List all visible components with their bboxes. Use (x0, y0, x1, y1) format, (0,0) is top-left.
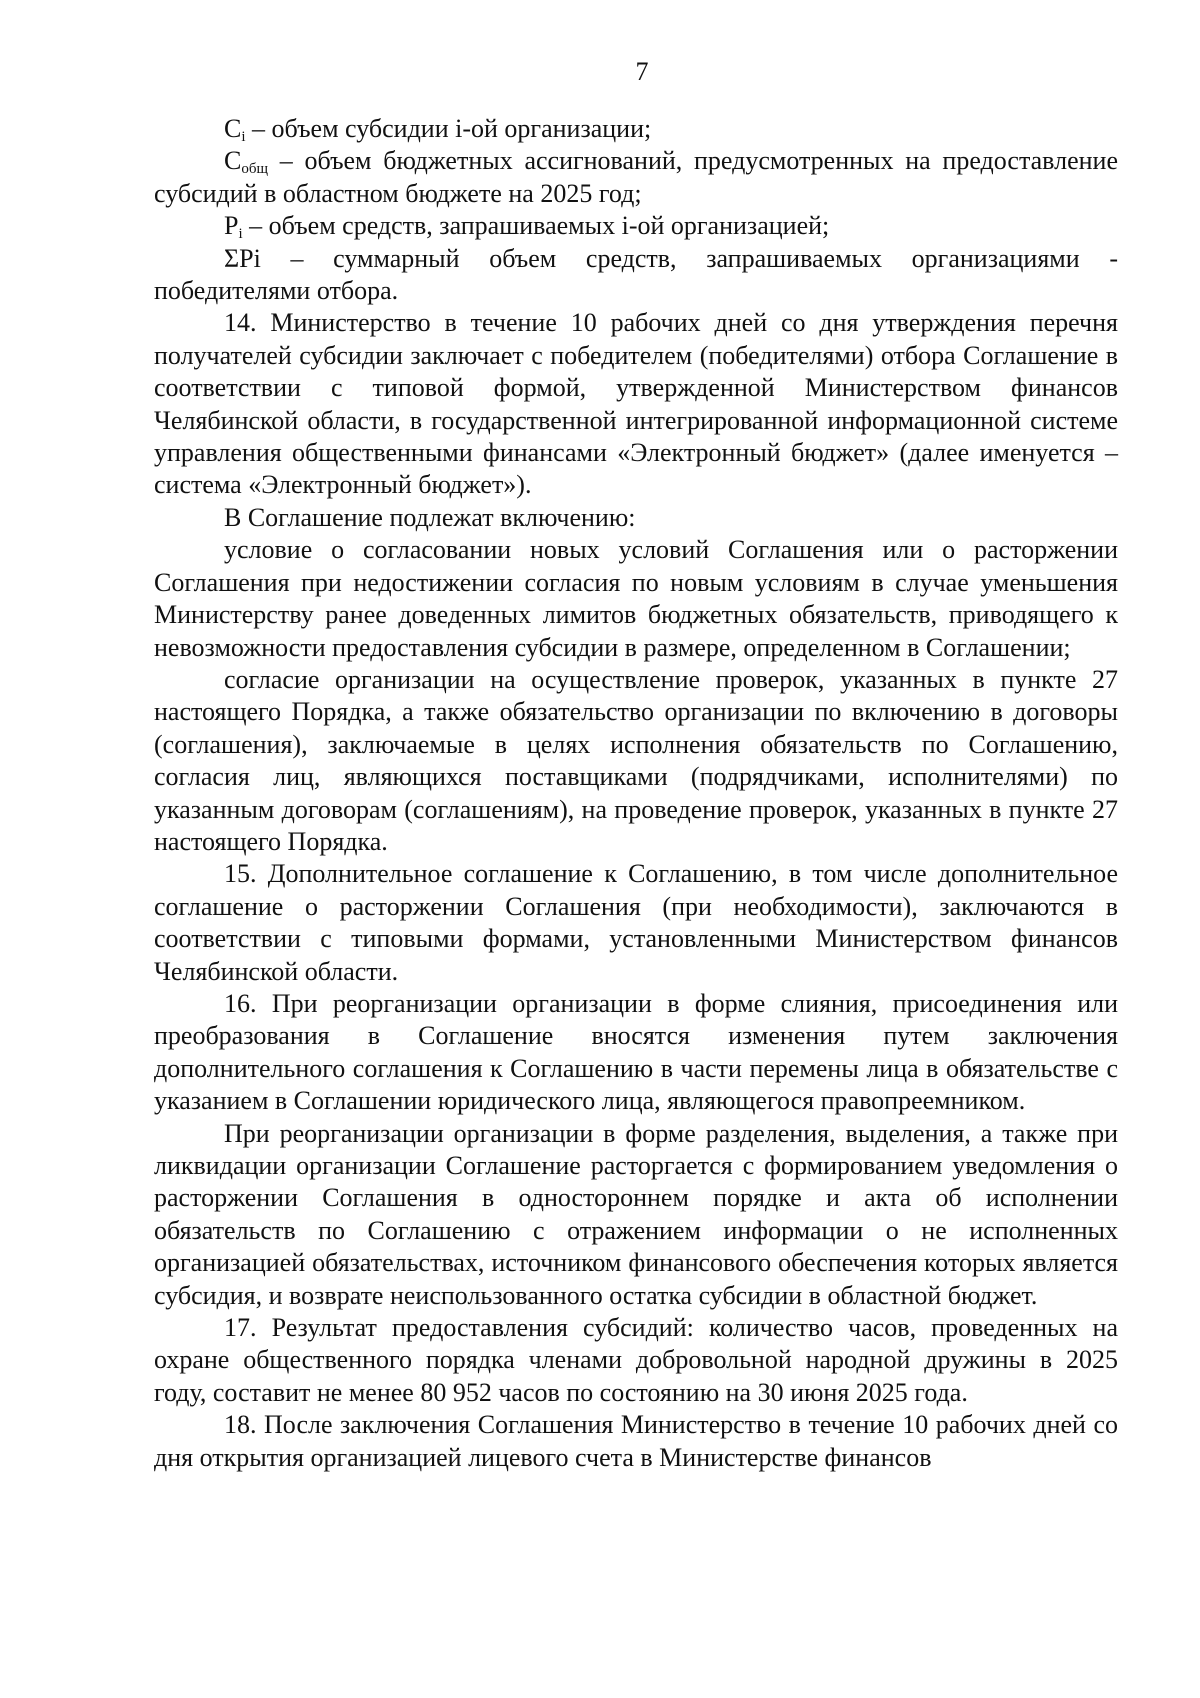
paragraph-16: 16. При реорганизации организации в форме слияния, присоединения или преобразования в Соглашение вносятся изменения путем заключения дополнительного соглашения к Соглашению в части перемены лица в обязательстве с указанием в Соглашении юридического лица, являющегося правопреемником. (154, 988, 1118, 1116)
cobsh-symbol: C (224, 146, 242, 176)
definition-ci (154, 113, 1118, 145)
document-body (154, 113, 1118, 1474)
cobsh-description: – объем бюджетных ассигнований, предусмотренных на предоставление субсидий в областном бюджете на 2025 год; (154, 146, 1118, 208)
paragraph-18: 18. После заключения Соглашения Министерство в течение 10 рабочих дней со дня открытия организацией лицевого счета в Министерстве финансов (154, 1410, 1118, 1472)
paragraph-reorganization-termination: При реорганизации организации в форме разделения, выделения, а также при ликвидации организации Соглашение расторгается с формированием уведомления о расторжении Соглашения в одностороннем порядке и акта об исполнении обязательств по Соглашению с отражением информации о не исполненных организацией обязательствах, источником финансового обеспечения которых является субсидия, и возврате неиспользованного остатка субсидии в областной бюджет. (154, 1118, 1118, 1310)
definition-cobsh (154, 145, 1118, 210)
pi-subscript: i (238, 226, 243, 243)
paragraph-agreement-inclusions: В Соглашение подлежат включению: (224, 502, 636, 532)
cobsh-subscript: общ (241, 161, 269, 178)
ci-symbol: C (224, 114, 242, 143)
ci-description: – объем субсидии i-ой организации; (245, 114, 652, 143)
page-number: 7 (635, 57, 649, 86)
definition-pi (154, 210, 1118, 242)
paragraph-condition-renegotiation: условие о согласовании новых условий Соглашения или о расторжении Соглашения при недостижении согласия по новым условиям в случае уменьшения Министерству ранее доведенных лимитов бюджетных обязательств, приводящего к невозможности предоставления субсидии в размере, определенном в Соглашении; (154, 535, 1118, 662)
definition-sum-pi: ΣPi – суммарный объем средств, запрашиваемых организациями - победителями отбора. (154, 243, 1118, 306)
pi-description: – объем средств, запрашиваемых i-ой организацией; (242, 211, 830, 241)
ci-subscript: i (241, 129, 246, 145)
paragraph-17: 17. Результат предоставления субсидий: количество часов, проведенных на охране общественного порядка членами добровольной народной дружины в 2025 году, составит не менее 80 952 часов по состоянию на 30 июня 2025 года. (154, 1313, 1118, 1407)
paragraph-consent-inspections: согласие организации на осуществление проверок, указанных в пункте 27 настоящего Порядка, а также обязательство организации по включению в договоры (соглашения), заключаемые в целях исполнения обязательств по Соглашению, согласия лиц, являющихся поставщиками (подрядчиками, исполнителями) по указанным договорам (соглашениям), на проведение проверок, указанных в пункте 27 настоящего Порядка. (154, 664, 1118, 856)
paragraph-14: 14. Министерство в течение 10 рабочих дней со дня утверждения перечня получателей субсидии заключает с победителем (победителями) отбора Соглашение в соответствии с типовой формой, утвержденной Министерством финансов Челябинской области, в государственной интегрированной информационной системе управления общественными финансами «Электронный бюджет» (далее именуется – система «Электронный бюджет»). (154, 308, 1118, 500)
pi-symbol: P (224, 211, 239, 241)
paragraph-15: 15. Дополнительное соглашение к Соглашению, в том числе дополнительное соглашение о расторжении Соглашения (при необходимости), заключаются в соответствии с типовыми формами, установленными Министерством финансов Челябинской области. (154, 859, 1118, 986)
